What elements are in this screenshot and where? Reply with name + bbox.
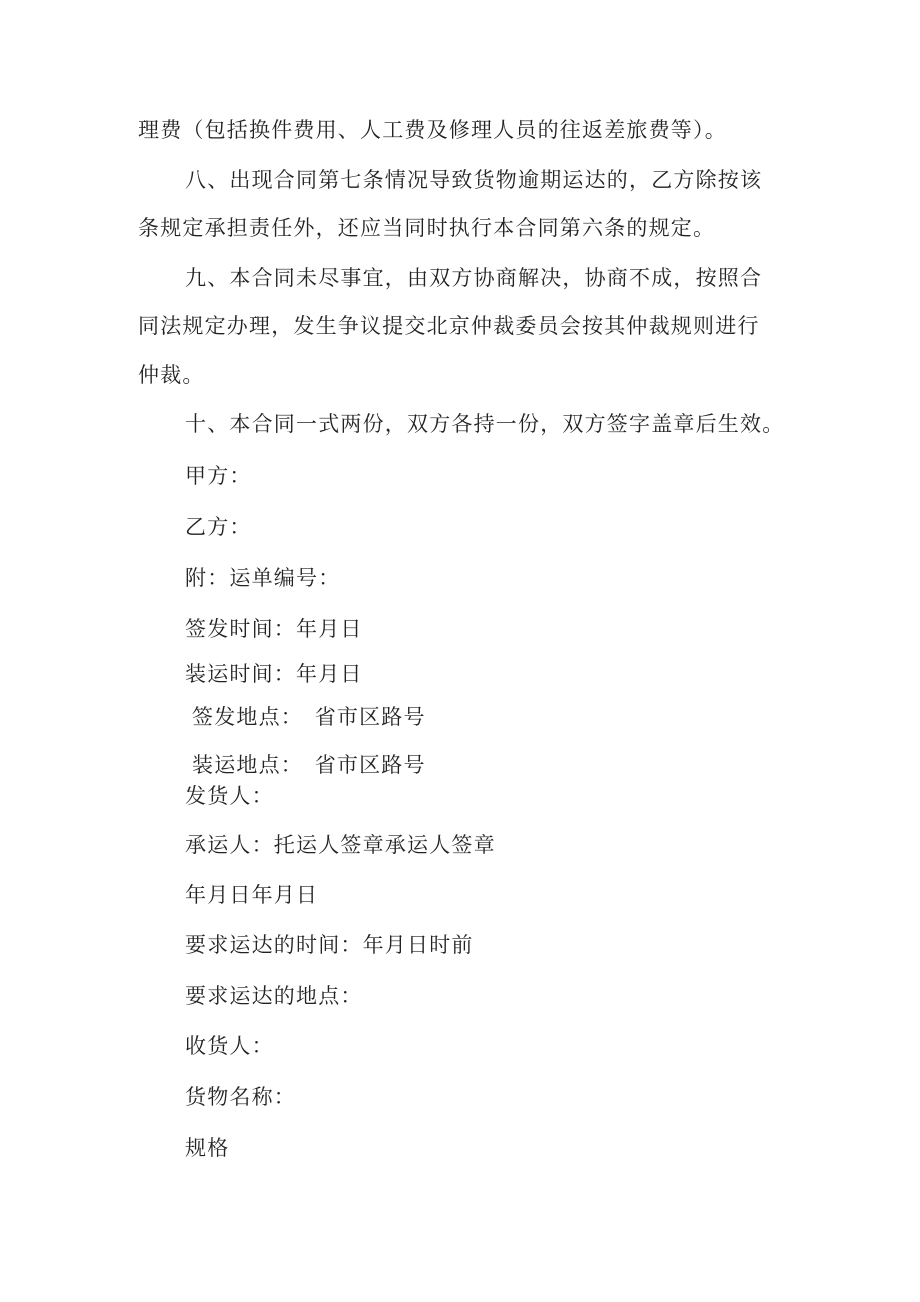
paragraph-10: 十、本合同一式两份，双方各持一份，双方签字盖章后生效。 [185,412,785,436]
paragraph-8-line-1: 八、出现合同第七条情况导致货物逾期运达的，乙方除按该 [185,168,763,192]
paragraph-8-line-2: 条规定承担责任外，还应当同时执行本合同第六条的规定。 [138,216,716,240]
signature-dates: 年月日年月日 [185,883,319,907]
specification-label: 规格 [185,1136,230,1160]
required-time-label: 要求运达的时间：年月日时前 [185,933,474,957]
load-place-label: 装运地点： 省市区路号 [192,753,426,777]
consignee-label: 收货人： [185,1034,274,1058]
goods-name-label: 货物名称： [185,1085,296,1109]
required-place-label: 要求运达的地点： [185,984,363,1008]
waybill-number-label: 附：运单编号： [185,566,341,590]
issue-place-label: 签发地点： 省市区路号 [192,705,426,729]
party-b-label: 乙方： [185,515,252,539]
issue-time-label: 签发时间：年月日 [185,617,363,641]
shipper-label: 发货人： [185,784,274,808]
paragraph-7-continuation: 理费（包括换件费用、人工费及修理人员的往返差旅费等）。 [138,118,727,142]
party-a-label: 甲方： [185,464,252,488]
paragraph-9-line-2: 同法规定办理，发生争议提交北京仲裁委员会按其仲裁规则进行 [138,314,760,338]
load-time-label: 装运时间：年月日 [185,662,363,686]
carrier-label: 承运人：托运人签章承运人签章 [185,833,496,857]
paragraph-9-line-1: 九、本合同未尽事宜，由双方协商解决，协商不成，按照合 [185,266,763,290]
paragraph-9-line-3: 仲裁。 [138,363,205,387]
